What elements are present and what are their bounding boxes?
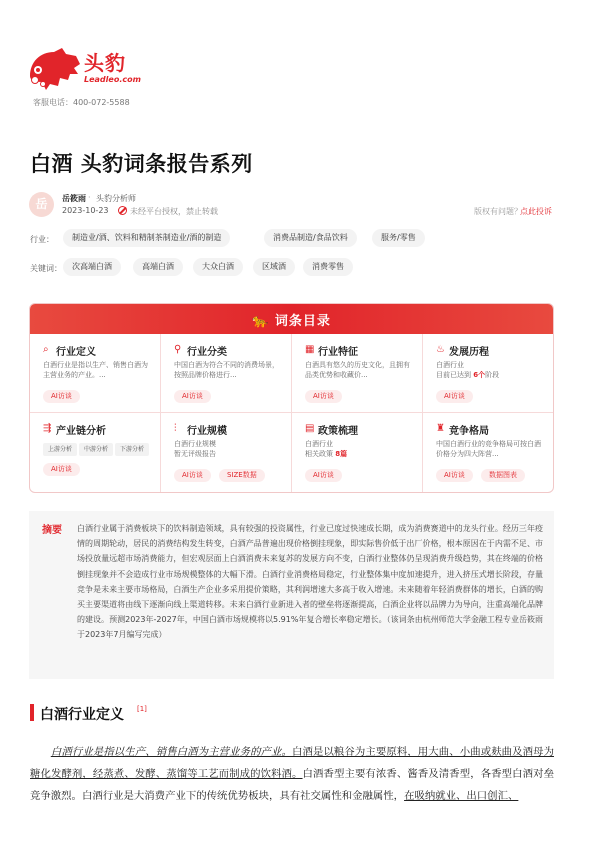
no-reprint-icon (118, 206, 127, 215)
section-marker (30, 704, 34, 721)
ai-interview-chip[interactable]: AI访谈 (43, 390, 80, 403)
author-name[interactable]: 岳筱雨 (62, 194, 86, 203)
history-icon: ♨ (436, 344, 445, 355)
page-title: 白酒 头豹词条报告系列 (30, 152, 253, 176)
hierarchy-icon: ⚲ (174, 344, 182, 355)
toc-item-history[interactable]: ♨ 发展历程 白酒行业 目前已达到 6个阶段 AI访谈 (423, 334, 554, 413)
abstract-text: 白酒行业属于消费板块下的饮料制造领域，具有较强的投资属性，行业已度过快速成长期，成为消费赛道中的龙头行业。经历三年疫情的周期轮动，居民的消费结构发生转变，白酒产品普遍出现价格倒挂现象，即实际售价低于出厂价格，根本原因在于内需不足、市场投放量远超市场消费能力，但宏观层面上白酒消费未来复苏的发展方向不变，白酒行业整体仍呈现消费升级趋势，其在终端的价格倒挂现象并不会造成行业市场规模整体的大幅下滑。白酒行业消费格局稳定，行业整体集中度加速提升，进入挤压式增长阶段，存量竞争是未来主要市场格局，白酒生产企业多采用提价策略，其利润增速大多高于收入增速。未来随着年轻消费群体的增长，白酒的购买主要渠道将由线下逐渐向线上渠道转移。未来白酒行业新进入者的壁垒将逐渐提高，白酒企业将以品牌力为导向，注重高端化品牌的建设。预测2023年-2027年，中国白酒市场规模将以5.91%年复合增长率稳定增长。（该词条由杭州师范大学金融工程专业岳筱雨于2023年7月编写完成） (77, 524, 543, 640)
brand-site: Leadleo.com (84, 75, 141, 84)
ai-interview-chip[interactable]: AI访谈 (174, 469, 211, 482)
chain-icon: ⇶ (43, 423, 52, 434)
section-title: 白酒行业定义 (40, 707, 124, 723)
aroma-sentence: 白酒香型主要有浓香、酱香及清香型，各香型白酒对垒竞争激烈。白酒行业是大消费产业下的传统优势板块，具有社交属性和金融属性， (30, 768, 555, 802)
toc-item-features[interactable]: ▦ 行业特征 白酒具有悠久的历史文化，且拥有品类优势和收藏价... AI访谈 (292, 334, 423, 413)
keyword-tag[interactable]: 次高端白酒 (63, 258, 121, 276)
report-link[interactable]: 点此投诉 (520, 207, 552, 216)
ingredient-sentence: 白酒是以粮谷为主要原料，用大曲、小曲或麸曲及酒母为糖化发酵剂，经蒸煮、发酵、蒸馏等工艺而制成的饮料酒。 (30, 746, 554, 780)
copyright-question: 版权有问题？ (474, 207, 522, 216)
copyright-notice: 未经平台授权，禁止转载 (130, 207, 218, 216)
publish-date: 2023-10-23 (62, 206, 109, 215)
industry-label: 行业： (30, 235, 54, 244)
industry-tag[interactable]: 消费品制造/食品饮料 (264, 229, 357, 247)
ai-interview-chip[interactable]: AI访谈 (436, 390, 473, 403)
upstream-chip[interactable]: 上游分析 (43, 443, 77, 456)
toc-item-competition[interactable]: ♜ 竞争格局 中国白酒行业的竞争格局可按白酒价格分为四大阵营... AI访谈 数据图表 (423, 413, 554, 492)
data-chart-chip[interactable]: 数据图表 (481, 469, 525, 482)
downstream-chip[interactable]: 下游分析 (115, 443, 149, 456)
grid-icon: ▦ (305, 344, 315, 355)
keyword-tag[interactable]: 高端白酒 (133, 258, 183, 276)
definition-sentence: 白酒行业是指以生产、销售白酒为主营业务的产业。 (50, 746, 292, 758)
toc-panel (29, 303, 554, 493)
abstract-label: 摘要 (42, 525, 62, 536)
midstream-chip[interactable]: 中游分析 (79, 443, 113, 456)
footnote-ref[interactable]: [1] (137, 705, 147, 713)
ai-interview-chip[interactable]: AI访谈 (305, 390, 342, 403)
abstract-box (29, 511, 554, 679)
avatar: 岳 (29, 192, 54, 217)
competition-icon: ♜ (436, 423, 445, 434)
toc-item-scale[interactable]: ⫶ 行业规模 白酒行业规模 暂无评级报告 AI访谈 SIZE数据 (161, 413, 292, 492)
toc-item-definition[interactable]: ⌕ 行业定义 白酒行业是指以生产、销售白酒为主营业务的产业。... AI访谈 (30, 334, 161, 413)
policy-icon: ▤ (305, 423, 315, 434)
author-role: 头豹分析师 (96, 194, 136, 203)
definition-paragraph (30, 741, 554, 807)
toc-title: 🐆 词条目录 (252, 314, 331, 329)
keyword-tag[interactable]: 区域酒 (253, 258, 295, 276)
size-data-chip[interactable]: SIZE数据 (219, 469, 265, 482)
ai-interview-chip[interactable]: AI访谈 (43, 463, 80, 476)
ai-interview-chip[interactable]: AI访谈 (174, 390, 211, 403)
keyword-label: 关键词： (30, 264, 62, 273)
keyword-tag[interactable]: 消费零售 (303, 258, 353, 276)
keyword-tag[interactable]: 大众白酒 (193, 258, 243, 276)
search-doc-icon: ⌕ (43, 344, 49, 355)
ai-interview-chip[interactable]: AI访谈 (305, 469, 342, 482)
author-separator: · (88, 193, 91, 202)
industry-tag[interactable]: 制造业/酒、饮料和精制茶制造业/酒的制造 (63, 229, 230, 247)
toc-item-classification[interactable]: ⚲ 行业分类 中国白酒为符合不同的消费场景，按照品牌价格进行... AI访谈 (161, 334, 292, 413)
industry-tag[interactable]: 服务/零售 (372, 229, 425, 247)
chart-icon: ⫶ (174, 423, 177, 434)
toc-item-chain[interactable]: ⇶ 产业链分析 上游分析 中游分析 下游分析 AI访谈 (30, 413, 161, 492)
toc-header (30, 304, 553, 334)
brand-name: 头豹 (84, 51, 126, 75)
ai-interview-chip[interactable]: AI访谈 (436, 469, 473, 482)
service-phone: 客服电话：400-072-5588 (33, 98, 130, 107)
employment-phrase: 在吸纳就业、出口创汇、 (404, 790, 519, 802)
toc-item-policy[interactable]: ▤ 政策梳理 白酒行业 相关政策 8篇 AI访谈 (292, 413, 423, 492)
